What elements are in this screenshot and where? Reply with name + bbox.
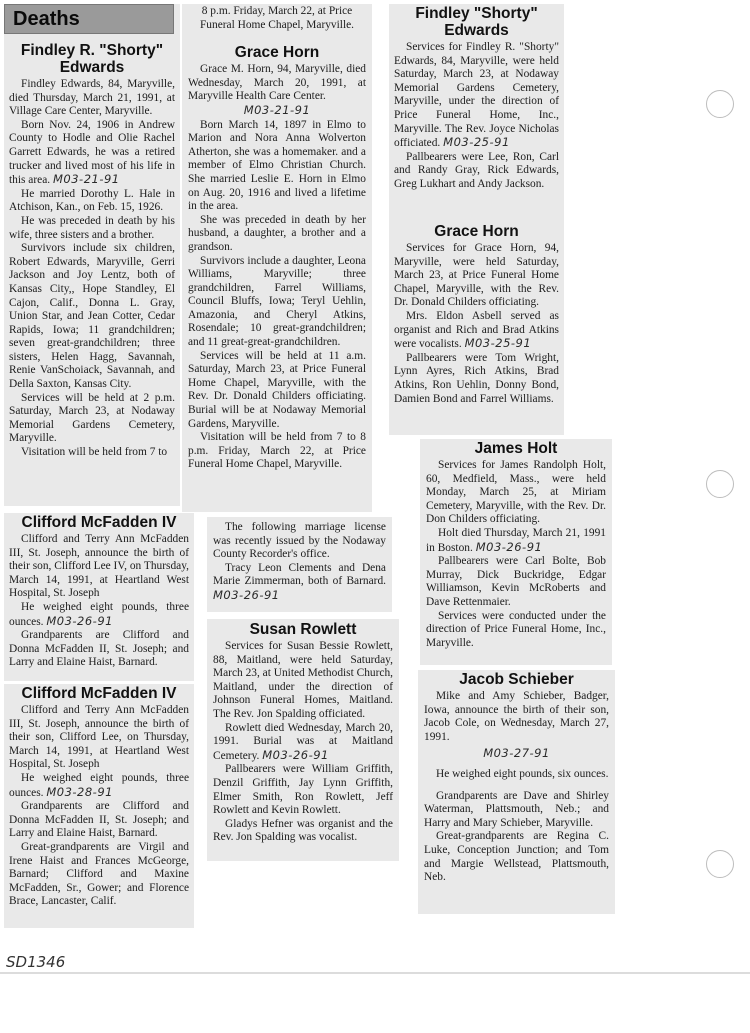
paragraph: Rowlett died Wednesday, March 20, 1991. Burial was at Maitland Cemetery. M03-26-91 bbox=[213, 721, 393, 762]
binder-hole bbox=[706, 470, 734, 498]
handwritten-note: M03-27-91 bbox=[483, 746, 550, 761]
paragraph: Clifford and Terry Ann McFadden III, St. Joseph, announce the birth of their son, Clifford Lee, on Thursday, March 14, 1991, at Heartland West Hospital, St. Joseph bbox=[9, 704, 189, 771]
paragraph: The following marriage license was recently issued by the Nodaway County Recorder's office. bbox=[213, 521, 386, 561]
paragraph: Holt died Thursday, March 21, 1991 in Boston. M03-26-91 bbox=[426, 526, 606, 554]
paragraph: Pallbearers were Carl Bolte, Bob Murray, Dick Buckridge, Edgar Williamson, Kevin McRoberts and Dave Rettenmaier. bbox=[426, 555, 606, 608]
heading: Clifford McFadden IV bbox=[21, 685, 177, 702]
paragraph: Grandparents are Clifford and Donna McFadden II, St. Joseph; and Larry and Elaine Haist, Barnard. bbox=[9, 800, 189, 840]
handwritten-note: M03-26-91 bbox=[475, 539, 543, 554]
handwritten-note: M03-21-91 bbox=[243, 102, 311, 117]
clipping-grace-horn-obituary bbox=[182, 4, 372, 512]
paragraph: He weighed eight pounds, six ounces. bbox=[436, 767, 609, 780]
continuation-text: 8 p.m. Friday, March 22, at Price Funeral Home Chapel, Maryville. bbox=[199, 5, 355, 31]
heading: Grace Horn bbox=[234, 44, 320, 62]
paragraph: Great-grandparents are Regina C. Luke, Conception Junction; and Tom and Margie Wellstead, Plattsmouth, Neb. bbox=[424, 830, 609, 884]
paragraph: Great-grandparents are Virgil and Irene Haist and Frances McGeorge, Barnard; Clifford and Maxine McFadden, Sr., Gower; and Florence Brace, Lancaster, Calif. bbox=[9, 840, 189, 908]
heading: Clifford McFadden IV bbox=[21, 514, 177, 531]
paragraph: Mike and Amy Schieber, Badger, Iowa, announce the birth of their son, Jacob Cole, on Wednesday, March 27, 1991. bbox=[424, 690, 609, 743]
handwritten-note: M03-25-91 bbox=[464, 336, 532, 351]
paragraph: Services were conducted under the direction of Price Funeral Home, Inc., Maryville. bbox=[426, 609, 606, 649]
paragraph: She was preceded in death by her husband, a daughter, a brother and a grandson. bbox=[188, 213, 366, 253]
clipping-susan-rowlett-services bbox=[207, 619, 399, 861]
paragraph: Born Nov. 24, 1906 in Andrew County to Hodle and Olie Rachel Garrett Edwards, he was a retired trucker and lived most of his life in this area. M03-21-91 bbox=[9, 118, 175, 187]
paragraph: Tracy Leon Clements and Dena Marie Zimmerman, both of Barnard. M03-26-91 bbox=[213, 561, 386, 602]
paragraph: Grandparents are Clifford and Donna McFadden II, St. Joseph; and Larry and Elaine Haist, Barnard. bbox=[9, 629, 189, 669]
clipping-clifford-mcfadden-birth-2 bbox=[4, 684, 194, 928]
clipping-jacob-schieber-birth bbox=[418, 670, 615, 914]
binder-hole bbox=[706, 90, 734, 118]
clipping-grace-horn-services bbox=[389, 207, 564, 435]
paragraph: Services for Susan Bessie Rowlett, 88, Maitland, were held Saturday, March 23, at United Methodist Church, Maitland, under the direction of Johnson Funeral Homes, Maitland. The Rev. Jon Spalding officiated. bbox=[213, 640, 394, 720]
clipping-findley-edwards-services bbox=[389, 4, 564, 207]
heading: Findley "Shorty" Edwards bbox=[415, 5, 538, 39]
paragraph: He weighed eight pounds, three ounces. M03-26-91 bbox=[9, 600, 189, 628]
page-number-note: SD1346 bbox=[6, 953, 66, 971]
clipping-marriage-license bbox=[207, 517, 392, 612]
section-title: Deaths bbox=[13, 8, 80, 30]
handwritten-note: M03-21-91 bbox=[52, 172, 120, 187]
heading: Findley R. "Shorty" Edwards bbox=[20, 42, 164, 76]
paragraph: Grace M. Horn, 94, Maryville, died Wednesday, March 20, 1991, at Maryville Health Care Center. bbox=[188, 63, 366, 103]
scan-edge bbox=[0, 972, 750, 974]
paragraph: Findley Edwards, 84, Maryville, died Thursday, March 21, 1991, at Village Care Center, Maryville. bbox=[9, 78, 175, 118]
clipping-james-holt-services bbox=[420, 439, 612, 665]
handwritten-note: M03-26-91 bbox=[262, 747, 329, 762]
heading: Jacob Schieber bbox=[459, 671, 574, 688]
paragraph: Mrs. Eldon Asbell served as organist and Rich and Brad Atkins were vocalists. M03-25-91 bbox=[394, 309, 559, 351]
paragraph: Visitation will be held from 7 to bbox=[21, 446, 168, 459]
paragraph: Services will be held at 11 a.m. Saturday, March 23, at Price Funeral Home Chapel, Maryville, with the Rev. Dr. Donald Childers officiating. Burial will be at Nodaway Memorial Gardens, Maryville. bbox=[188, 349, 366, 430]
heading: James Holt bbox=[474, 440, 558, 457]
clipping-findley-edwards-obituary bbox=[4, 4, 180, 506]
paragraph: Born March 14, 1897 in Elmo to Marion and Nora Anna Wolverton Atherton, she was a homemaker. and a member of Elmo Christian Church. She married Leslie E. Horn in Elmo on Aug. 20, 1916 and lived a lifetime in the area. bbox=[188, 118, 366, 213]
paragraph: Services for James Randolph Holt, 60, Medfield, Mass., were held Monday, March 25, at Miriam Cemetery, Maryville, with the Rev. Dr. Don Childers officiating. bbox=[426, 459, 606, 526]
paragraph: Visitation will be held from 7 to 8 p.m. Friday, March 22, at Price Funeral Home Chapel, Maryville. bbox=[188, 431, 366, 471]
handwritten-note: M03-26-91 bbox=[213, 587, 280, 602]
clipping-clifford-mcfadden-birth-1 bbox=[4, 513, 194, 681]
deaths-banner bbox=[4, 4, 174, 34]
binder-hole bbox=[706, 850, 734, 878]
handwritten-note: M03-28-91 bbox=[46, 784, 113, 799]
paragraph: Survivors include six children, Robert Edwards, Maryville, Gerri Jackson and Joy Lentz, both of Kansas City,, Hope Standley, El Cajon, Calif., Donna L. Gray, Union Star, and Jean Cotter, Cedar Rapids, Iowa; 11 grandchildren; seven great-grandchildren; three sisters, Helen Hagg, Savannah, Renie VanSchoiack, Savannah, and Della Saxton, Kansas City. bbox=[9, 242, 175, 391]
paragraph: Clifford and Terry Ann McFadden III, St. Joseph, announce the birth of their son, Clifford Lee IV, on Thursday, March 14, 1991, at Heartland West Hospital, St. Joseph bbox=[9, 533, 189, 600]
paragraph: Pallbearers were Tom Wright, Lynn Ayres, Rich Atkins, Brad Atkins, Ron Uehlin, Donny Bond, Damien Bond and Farrel Williams. bbox=[394, 351, 559, 405]
handwritten-note: M03-26-91 bbox=[46, 613, 113, 628]
handwritten-note: M03-25-91 bbox=[443, 135, 510, 150]
paragraph: Services for Findley R. "Shorty" Edwards, 84, Maryville, were held Saturday, March 23, at Nodaway Memorial Gardens Cemetery, Maryville, under the direction of Price Funeral Home, Inc., Maryville. The Rev. Joyce Nicholas officiated. M03-25-91 bbox=[394, 41, 559, 150]
paragraph: He married Dorothy L. Hale in Atchison, Kan., on Feb. 15, 1926. bbox=[9, 187, 175, 214]
heading: Susan Rowlett bbox=[249, 621, 357, 638]
paragraph: Pallbearers were William Griffith, Denzil Griffith, Jay Lynn Griffith, Elmer Smith, Ron Rowlett, Jeff Rowlett and Kevin Rowlett. bbox=[213, 763, 393, 817]
paragraph: He weighed eight pounds, three ounces. M03-28-91 bbox=[9, 771, 189, 799]
paragraph: Services for Grace Horn, 94, Maryville, were held Saturday, March 23, at Price Funeral Home Chapel, Maryville, with the Rev. Dr. Donald Childers officiating. bbox=[394, 242, 559, 309]
paragraph: Gladys Hefner was organist and the Rev. Jon Spalding was vocalist. bbox=[213, 817, 393, 844]
paragraph: Pallbearers were Lee, Ron, Carl and Randy Gray, Rick Edwards, Greg Lukhart and Andy Jackson. bbox=[394, 150, 559, 190]
heading: Grace Horn bbox=[434, 223, 519, 240]
paragraph: Grandparents are Dave and Shirley Waterman, Plattsmouth, Neb.; and Harry and Mary Schieber, Maryville. bbox=[424, 789, 609, 829]
paragraph: Survivors include a daughter, Leona Williams, Maryville; three grandchildren, Farrel Williams, Council Bluffs, Iowa; Teryl Uehlin, Amazonia, and Cheryl Atkins, Rosendale; 10 great-grandchildren; and 11 great-great-grandchildren. bbox=[188, 254, 366, 349]
paragraph: Services will be held at 2 p.m. Saturday, March 23, at Nodaway Memorial Gardens Cemetery, Maryville. bbox=[9, 391, 175, 445]
paragraph: He was preceded in death by his wife, three sisters and a brother. bbox=[9, 214, 175, 241]
